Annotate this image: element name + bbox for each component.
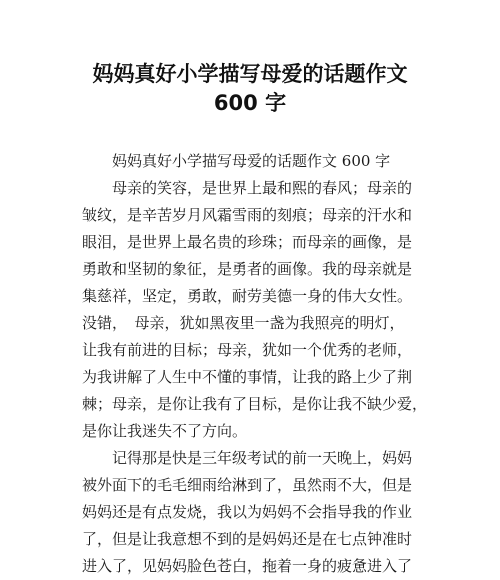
body-line: 记得那是快是三年级考试的前一天晚上，妈妈 bbox=[82, 449, 413, 467]
body-line: 了，但是让我意想不到的是妈妈还是在七点钟准时 bbox=[82, 530, 413, 548]
document-title-line-2: 600 字 bbox=[213, 91, 287, 115]
body-line: 棘；母亲，是你让我有了目标，是你让我不缺少爱， bbox=[82, 395, 428, 413]
body-line: 妈妈真好小学描写母爱的话题作文 600 字 bbox=[82, 152, 391, 170]
body-line: 集慈祥，坚定，勇敢，耐劳美德一身的伟大女性。 bbox=[82, 287, 413, 305]
body-line: 是你让我迷失不了方向。 bbox=[82, 422, 248, 440]
body-line: 妈妈还是有点发烧，我以为妈妈不会指导我的作业 bbox=[82, 503, 413, 521]
body-line: 被外面下的毛毛细雨给淋到了，虽然雨不大，但是 bbox=[82, 476, 413, 494]
body-line: 眼泪，是世界上最名贵的珍珠；而母亲的画像，是 bbox=[82, 233, 413, 251]
document-body bbox=[82, 148, 428, 580]
body-line: 没错， 母亲，犹如黑夜里一盏为我照亮的明灯， bbox=[82, 314, 405, 332]
body-line: 皱纹，是辛苦岁月风霜雪雨的刻痕；母亲的汗水和 bbox=[82, 206, 413, 224]
body-line: 进入了，见妈妈脸色苍白，拖着一身的疲惫进入了 bbox=[82, 557, 413, 575]
body-line: 为我讲解了人生中不懂的事情，让我的路上少了荆 bbox=[82, 368, 413, 386]
body-line: 让我有前进的目标；母亲，犹如一个优秀的老师， bbox=[82, 341, 413, 359]
document-title-line-1: 妈妈真好小学描写母爱的话题作文 bbox=[92, 62, 408, 86]
body-line: 母亲的笑容，是世界上最和熙的春风；母亲的 bbox=[82, 179, 413, 197]
body-line: 勇敢和坚韧的象征，是勇者的画像。我的母亲就是 bbox=[82, 260, 413, 278]
